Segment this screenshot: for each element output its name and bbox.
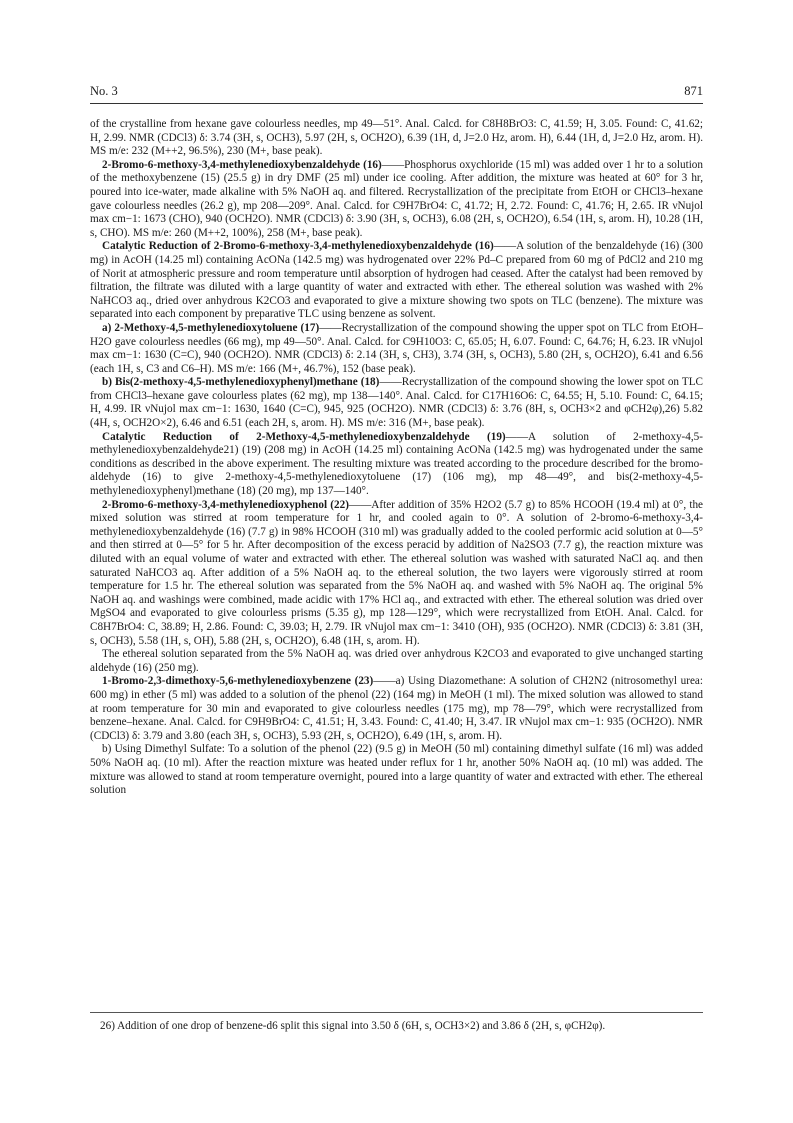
- compound-heading: Catalytic Reduction of 2-Bromo-6-methoxy-3,4-methylenedioxybenzaldehyde (16): [102, 240, 494, 253]
- compound-heading: 1-Bromo-2,3-dimethoxy-5,6-methylenedioxybenzene (23): [102, 675, 374, 688]
- running-header: [90, 84, 703, 104]
- paragraph: 2-Bromo-6-methoxy-3,4-methylenedioxyphenol (22)——After addition of 35% H2O2 (5.7 g) to 85% HCOOH (19.4 ml) at 0°, the mixed solution was stirred at room temperature for 1 hr, and cooled again to 0°. A solution of 2-bromo-6-methoxy-3,4-methylenedioxybenzaldehyde (16) (7.7 g) in 98% HCOOH (310 ml) was gradually added to the cooled performic acid solution at 0—5° and then stirred at 0—5° for 5 hr. After decomposition of the excess peracid by addition of Na2SO3 (7.7 g), the reaction mixture was diluted with an equal volume of water and extracted with ether. The ethereal solution was washed with saturated NaCl aq. and then saturated NaHCO3 aq. After addition of a 5% NaOH aq. to the ethereal solution, the two layers were vigorously stirred at room temperature for 1.5 hr. The ethereal solution was separated from the 5% NaOH aq. and washed with 5% NaOH aq. The original 5% NaOH aq. and washings were combined, made acidic with 17% HCl aq., and extracted with ether. The ethereal solution was dried over MgSO4 and evaporated to give colourless prisms (5.35 g), mp 128—129°, which were recrystallized from EtOH. Anal. Calcd. for C8H7BrO4: C, 38.89; H, 2.86. Found: C, 39.03; H, 2.79. IR νNujol max cm−1: 3410 (OH), 935 (OCH2O). NMR (CDCl3) δ: 3.81 (3H, s, OCH3), 5.58 (1H, s, OH), 5.88 (2H, s, OCH2O), 6.48 (1H, s, arom. H).: [90, 498, 704, 647]
- paragraph: 1-Bromo-2,3-dimethoxy-5,6-methylenedioxybenzene (23)——a) Using Diazomethane: A solution of CH2N2 (nitrosomethyl urea: 600 mg) in ether (5 ml) was added to a solution of the phenol (22) (164 mg) in MeOH (1 ml). The mixed solution was allowed to stand at room temperature for 30 min and evaporated to give colourless needles (175 mg), mp 78—79°, which were recrystallized from benzene–hexane. Anal. Calcd. for C9H9BrO4: C, 41.51; H, 3.43. Found: C, 41.40; H, 3.47. IR νNujol max cm−1: 935 (OCH2O). NMR (CDCl3) δ: 3.79 and 3.80 (each 3H, s, OCH3), 5.93 (2H, s, OCH2O), 6.49 (1H, s, arom. H).: [90, 675, 703, 742]
- paragraph: b) Using Dimethyl Sulfate: To a solution of the phenol (22) (9.5 g) in MeOH (50 ml) containing dimethyl sulfate (16 ml) was added 50% NaOH aq. (10 ml). After the reaction mixture was heated under reflux for 1 hr, another 50% NaOH aq. (10 ml) was added. The mixture was allowed to stand at room temperature overnight, poured into a large quantity of water and extracted with ether. The ethereal solution: [90, 743, 703, 797]
- footnote-rule: [90, 1012, 703, 1013]
- compound-heading: b) Bis(2-methoxy-4,5-methylenedioxyphenyl)methane (18): [102, 376, 380, 389]
- paragraph: b) Bis(2-methoxy-4,5-methylenedioxyphenyl)methane (18)——Recrystallization of the compound showing the lower spot on TLC from CHCl3–hexane gave colourless plates (62 mg), mp 138—140°. Anal. Calcd. for C17H16O6: C, 64.55; H, 5.10. Found: C, 64.15; H, 4.99. IR νNujol max cm−1: 1630, 1640 (C=C), 945, 925 (OCH2O). NMR (CDCl3) δ: 3.76 (8H, s, OCH3×2 and φCH2φ),26) 5.82 (4H, s, OCH2O×2), 6.46 and 6.51 (each 2H, s, arom. H). MS m/e: 316 (M+, base peak).: [90, 376, 703, 430]
- footnote: 26) Addition of one drop of benzene-d6 split this signal into 3.50 δ (6H, s, OCH3×2) and 3.86 δ (2H, s, φCH2φ).: [100, 1020, 606, 1032]
- header-rule: [90, 103, 703, 104]
- paragraph: Catalytic Reduction of 2-Methoxy-4,5-methylenedioxybenzaldehyde (19)——A solution of 2-methoxy-4,5-methylenedioxybenzaldehyde21) (19) (208 mg) in AcOH (14.25 ml) containing AcONa (142.5 mg) was hydrogenated under the same conditions as described in the above experiment. The resulting mixture was treated according to the procedure described for the bromo-aldehyde (16) to give 2-methoxy-4,5-methylenedioxytoluene (17) (106 mg), mp 48—49°, and bis(2-methoxy-4,5-methylenedioxyphenyl)methane (18) (20 mg), mp 137—140°.: [90, 430, 703, 498]
- paragraph: Catalytic Reduction of 2-Bromo-6-methoxy-3,4-methylenedioxybenzaldehyde (16)——A solution of the benzaldehyde (16) (300 mg) in AcOH (14.25 ml) containing AcONa (142.5 mg) was hydrogenated over 22% Pd–C prepared from 60 mg of PdCl2 and 210 mg of Norit at atmospheric pressure and room temperature until absorption of hydrogen had ceased. After the catalyst had been removed by filtration, the filtrate was diluted with a large quantity of water and extracted with ether. The ethereal solution was washed with 2% NaHCO3 aq., dried over anhydrous K2CO3 and evaporated to give a mixture showing two spots on TLC (benzene). The mixture was separated into each component by preparative TLC using benzene as solvent.: [90, 240, 703, 321]
- compound-heading: a) 2-Methoxy-4,5-methylenedioxytoluene (17): [102, 321, 320, 334]
- issue-number: No. 3: [90, 84, 118, 98]
- page-number: 871: [684, 84, 703, 98]
- compound-heading: 2-Bromo-6-methoxy-3,4-methylenedioxybenzaldehyde (16): [102, 158, 382, 171]
- paragraph: The ethereal solution separated from the 5% NaOH aq. was dried over anhydrous K2CO3 and evaporated to give unchanged starting aldehyde (16) (250 mg).: [90, 648, 703, 674]
- compound-heading: 2-Bromo-6-methoxy-3,4-methylenedioxyphenol (22): [102, 498, 349, 511]
- paragraph: of the crystalline from hexane gave colourless needles, mp 49—51°. Anal. Calcd. for C8H8BrO3: C, 41.59; H, 3.05. Found: C, 41.62; H, 2.99. NMR (CDCl3) δ: 3.74 (3H, s, OCH3), 5.97 (2H, s, OCH2O), 6.39 (1H, d, J=2.0 Hz, arom. H), 6.44 (1H, d, J=2.0 Hz, arom. H). MS m/e: 232 (M++2, 96.5%), 230 (M+, base peak).: [90, 118, 703, 158]
- paragraph: 2-Bromo-6-methoxy-3,4-methylenedioxybenzaldehyde (16)——Phosphorus oxychloride (15 ml) was added over 1 hr to a solution of the methoxybenzene (15) (25.5 g) in dry DMF (25 ml) under ice cooling. After addition, the mixture was heated at 60° for 3 hr, poured into ice-water, made alkaline with 5% NaOH aq. and filtered. Recrystallization of the precipitate from EtOH or CHCl3–hexane gave colourless needles (26.2 g), mp 208—209°. Anal. Calcd. for C9H7BrO4: C, 41.72; H, 2.72. Found: C, 41.76; H, 2.65. IR νNujol max cm−1: 1673 (CHO), 940 (OCH2O). NMR (CDCl3) δ: 3.90 (3H, s, OCH3), 6.08 (2H, s, OCH2O), 6.54 (1H, s, arom. H), 10.28 (1H, s, CHO). MS m/e: 260 (M++2, 100%), 258 (M+, base peak).: [90, 158, 703, 239]
- paragraph: a) 2-Methoxy-4,5-methylenedioxytoluene (17)——Recrystallization of the compound showing the upper spot on TLC from EtOH–H2O gave colourless needles (66 mg), mp 49—50°. Anal. Calcd. for C9H10O3: C, 65.05; H, 6.07. Found: C, 64.76; H, 6.23. IR νNujol max cm−1: 1630 (C=C), 940 (OCH2O). NMR (CDCl3) δ: 2.14 (3H, s, CH3), 3.74 (3H, s, OCH3), 5.80 (2H, s, OCH2O), 6.41 and 6.56 (each 1H, s, C3 and C6–H). MS m/e: 166 (M+, 46.7%), 152 (base peak).: [90, 321, 704, 375]
- article-body: [90, 118, 703, 798]
- compound-heading: Catalytic Reduction of 2-Methoxy-4,5-methylenedioxybenzaldehyde (19): [102, 430, 506, 443]
